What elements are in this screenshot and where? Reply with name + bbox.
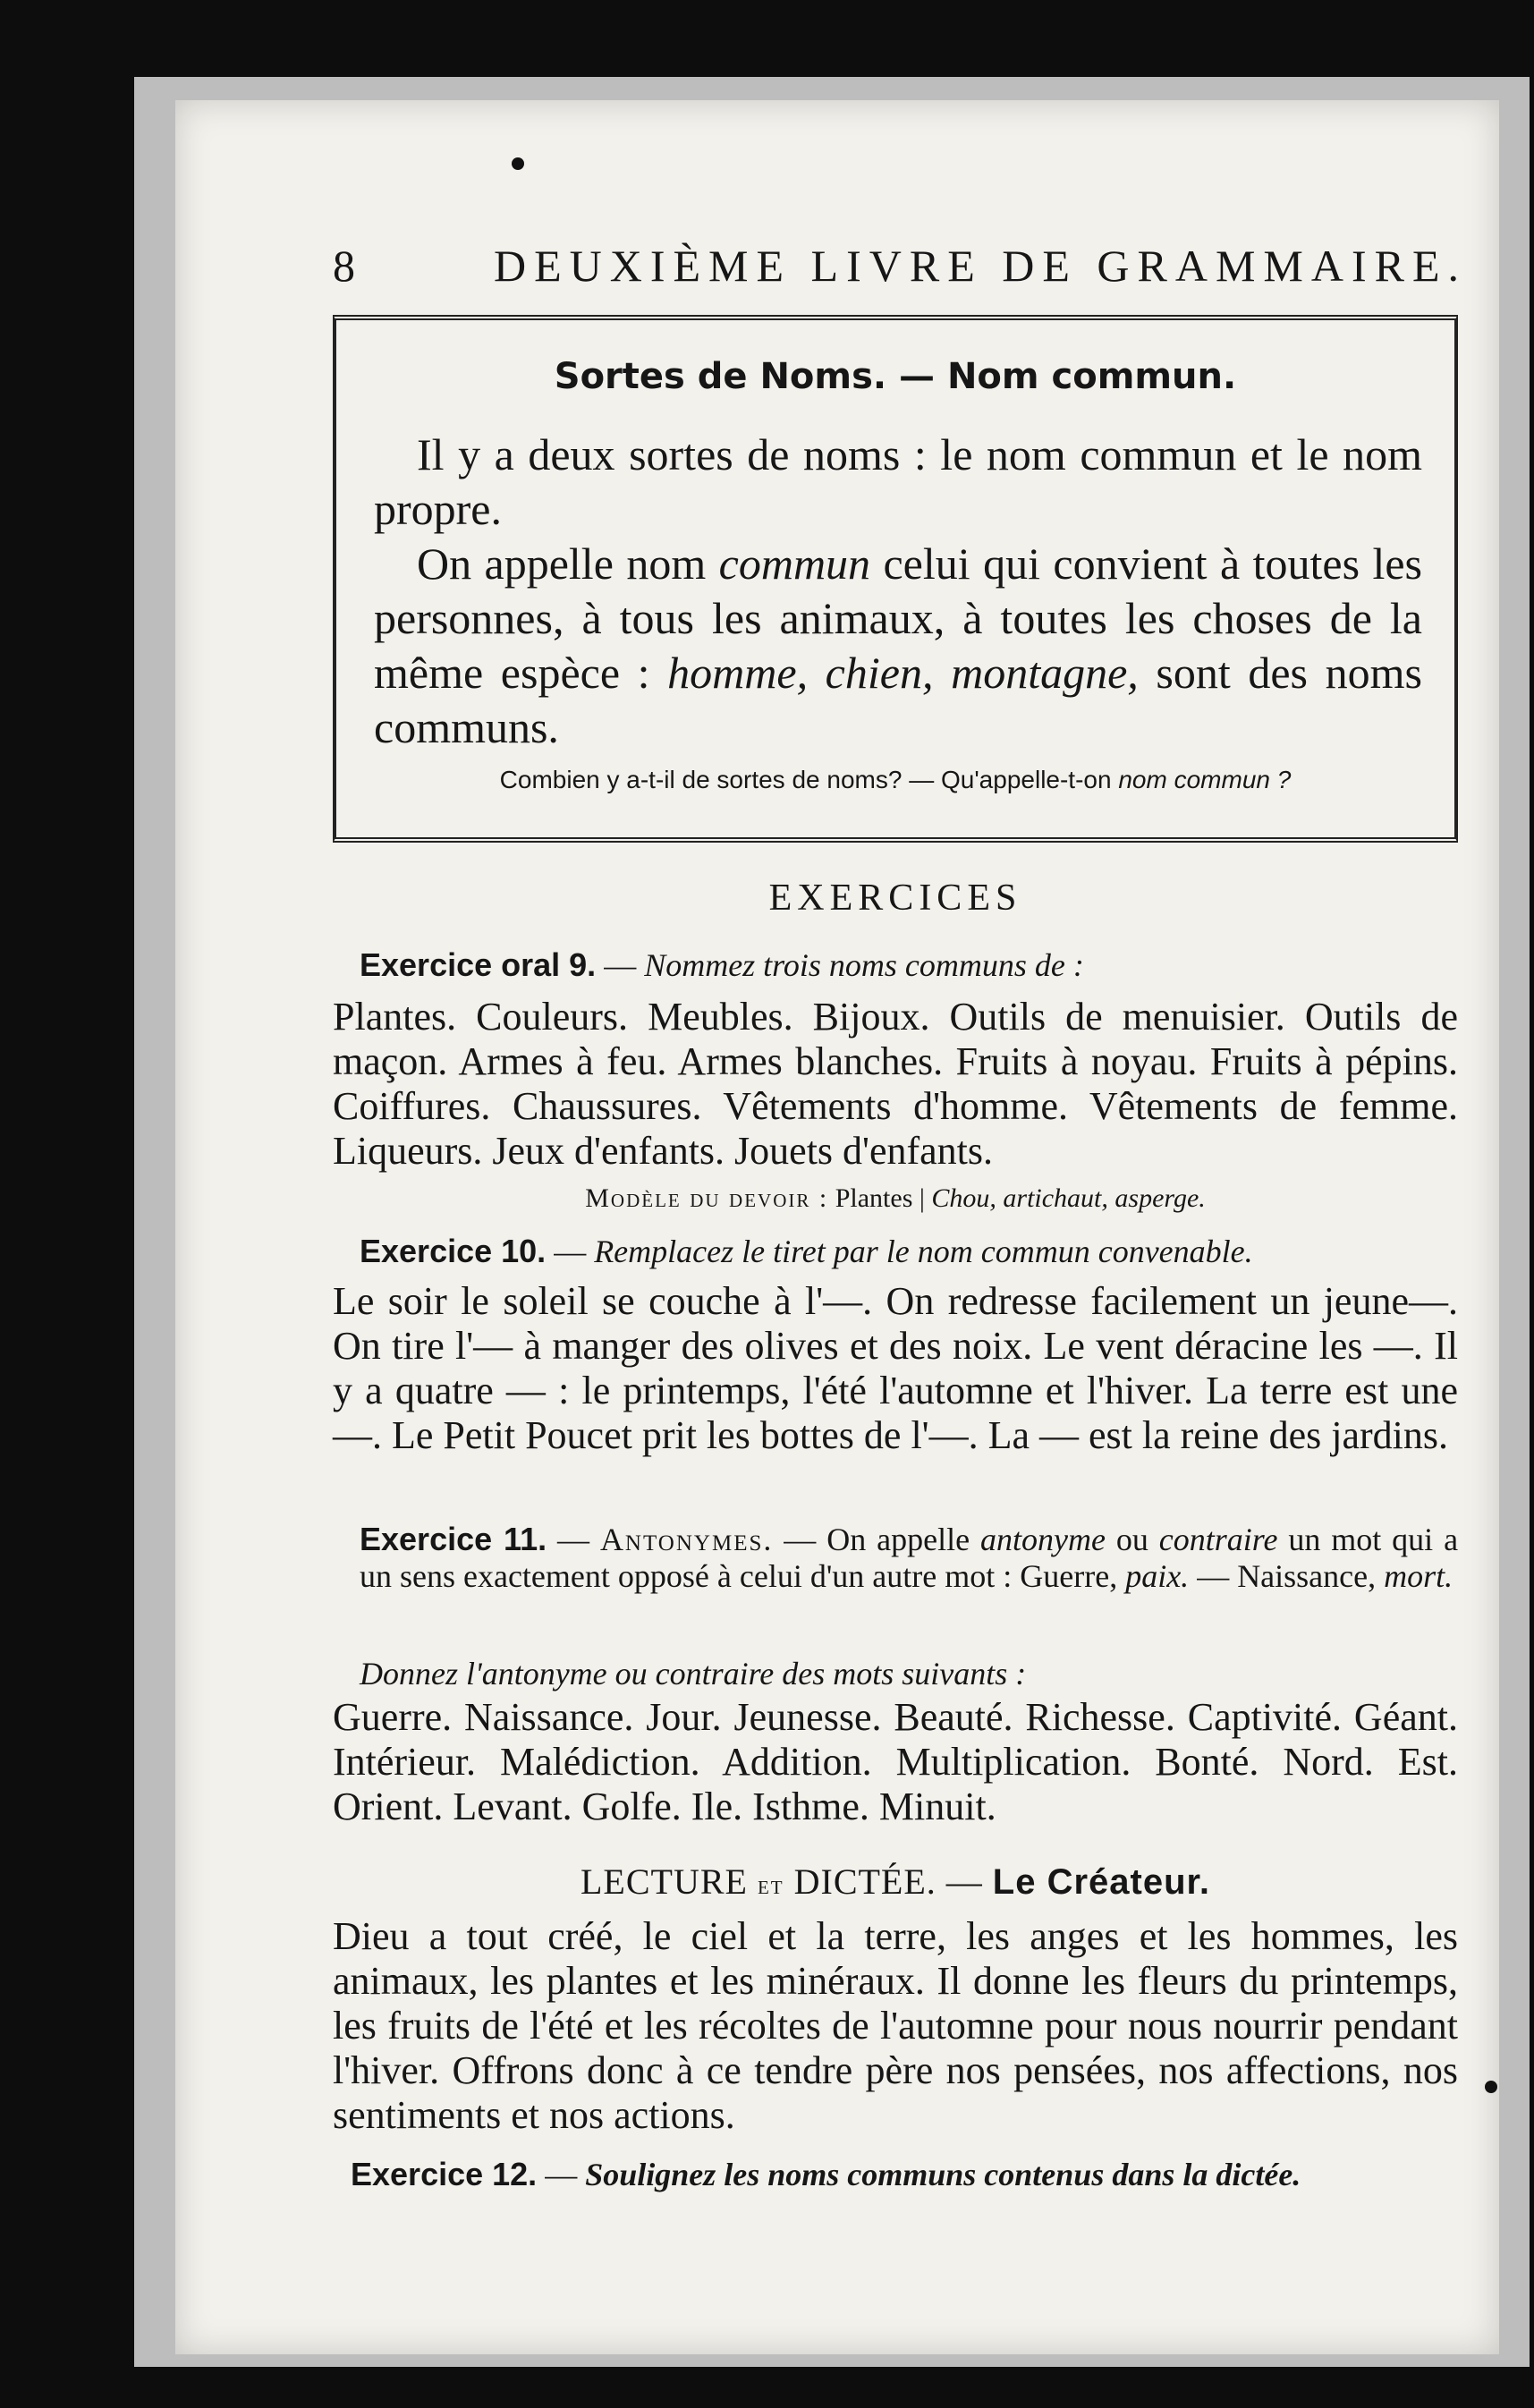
exercise-11-body: Guerre. Naissance. Jour. Jeunesse. Beauté. Richesse. Captivité. Géant. Intérieur. Malédiction. Addition. Multiplication. Bonté. Nord. Est. Orient. Levant. Golfe. Ile. Isthme. Minuit. (333, 1695, 1458, 1828)
lecture-body: Dieu a tout créé, le ciel et la terre, les anges et les hommes, les animaux, les plantes et les minéraux. Il donne les fleurs du printemps, les fruits de l'été et les récoltes de l'automne pour nous nourrir pendant l'hiver. Offrons donc à ce tendre père nos pensées, nos affections, nos sentiments et nos actions. (333, 1914, 1458, 2137)
rule-text-span: celui qui convient à toutes les personnes, à tous les animaux, à toutes les choses de la même espèce : (374, 538, 1422, 698)
exercise-10-body: Le soir le soleil se couche à l'—. On redresse facilement un jeune—. On tire l'— à manger des olives et des noix. Le vent déracine les —. Il y a quatre — : le printemps, l'été l'automne et l'hiver. La terre est une —. Le Petit Poucet prit les bottes de l'—. La — est la reine des jardins. (333, 1279, 1458, 1457)
page-header (333, 240, 1478, 293)
model-label: Modèle du devoir : (585, 1183, 829, 1213)
exercise-10-label: Exercice 10. (360, 1233, 547, 1269)
rule-paragraph-1: Il y a deux sortes de noms : le nom commun et le nom propre. (374, 429, 1422, 534)
model-line (333, 1183, 1458, 1214)
running-title: DEUXIÈME LIVRE DE GRAMMAIRE. (494, 241, 1468, 291)
lecture-label-dictee: DICTÉE. (793, 1861, 937, 1902)
def-example: mort. (1384, 1558, 1453, 1594)
exercise-10-heading (360, 1233, 1458, 1270)
lecture-label-et: et (757, 1870, 784, 1900)
def-term-antonyme: antonyme (979, 1522, 1106, 1557)
rule-examples: homme, chien, montagne, (667, 648, 1139, 698)
def-text: un mot qui a un sens exactement opposé à celui d'un autre mot : Guerre, (360, 1522, 1459, 1594)
def-example: paix. (1125, 1558, 1190, 1594)
dash: — (547, 1522, 600, 1557)
rule-title: Sortes de Noms. — Nom commun. (554, 356, 1237, 397)
page-number: 8 (333, 241, 360, 291)
def-text: — Naissance, (1189, 1558, 1385, 1594)
ink-dot (1485, 2081, 1497, 2093)
def-text: On appelle (826, 1522, 980, 1557)
lecture-title: Le Créateur. (992, 1862, 1211, 1902)
def-text: ou (1105, 1522, 1159, 1557)
rule-term-commun: commun (718, 538, 871, 589)
model-category: Plantes | (828, 1183, 932, 1213)
lecture-label: LECTURE (580, 1861, 748, 1902)
rule-text-span: On appelle nom (417, 538, 719, 589)
rule-questions (336, 766, 1454, 794)
question-text: Combien y a-t-il de sortes de noms? — Qu'appelle-t-on (499, 766, 1119, 793)
dash: — (773, 1522, 827, 1557)
exercise-11-label: Exercice 11. (360, 1521, 547, 1557)
model-answer: Chou, artichaut, asperge. (931, 1183, 1206, 1213)
rule-text-span: sont des noms communs. (374, 648, 1422, 752)
exercise-11-instruction (360, 1655, 1458, 1692)
exercise-11-heading (360, 1521, 1458, 1595)
exercise-12-label: Exercice 12. (351, 2156, 538, 2192)
exercise-12-instruction: Soulignez les noms communs contenus dans la dictée. (585, 2157, 1301, 2192)
exercise-9-instruction: Nommez trois noms communs de : (644, 947, 1084, 983)
rule-text (374, 428, 1422, 755)
dash: — (537, 2157, 586, 2192)
dash: — (596, 947, 645, 983)
rule-paragraph-2 (374, 537, 1422, 755)
exercise-11-instruction-text: Donnez l'antonyme ou contraire des mots suivants : (360, 1656, 1027, 1692)
exercise-9-body: Plantes. Couleurs. Meubles. Bijoux. Outils de menuisier. Outils de maçon. Armes à feu. Armes blanches. Fruits à noyau. Fruits à pépins. Coiffures. Chaussures. Vêtements d'homme. Vêtements de femme. Liqueurs. Jeux d'enfants. Jouets d'enfants. (333, 995, 1458, 1173)
lecture-heading (333, 1861, 1458, 1903)
rule-box (333, 315, 1458, 843)
exercise-11-topic: Antonymes. (599, 1522, 774, 1557)
def-term-contraire: contraire (1158, 1522, 1278, 1557)
ink-dot (512, 157, 524, 170)
exercise-10-instruction: Remplacez le tiret par le nom commun convenable. (594, 1234, 1253, 1269)
question-term: nom commun ? (1118, 766, 1292, 793)
exercise-12-heading (351, 2156, 1458, 2193)
dash: — (936, 1861, 993, 1902)
exercices-heading: EXERCICES (768, 878, 1022, 919)
exercise-9-heading (360, 946, 1458, 984)
exercise-9-label: Exercice oral 9. (360, 946, 597, 983)
dash: — (546, 1234, 595, 1269)
